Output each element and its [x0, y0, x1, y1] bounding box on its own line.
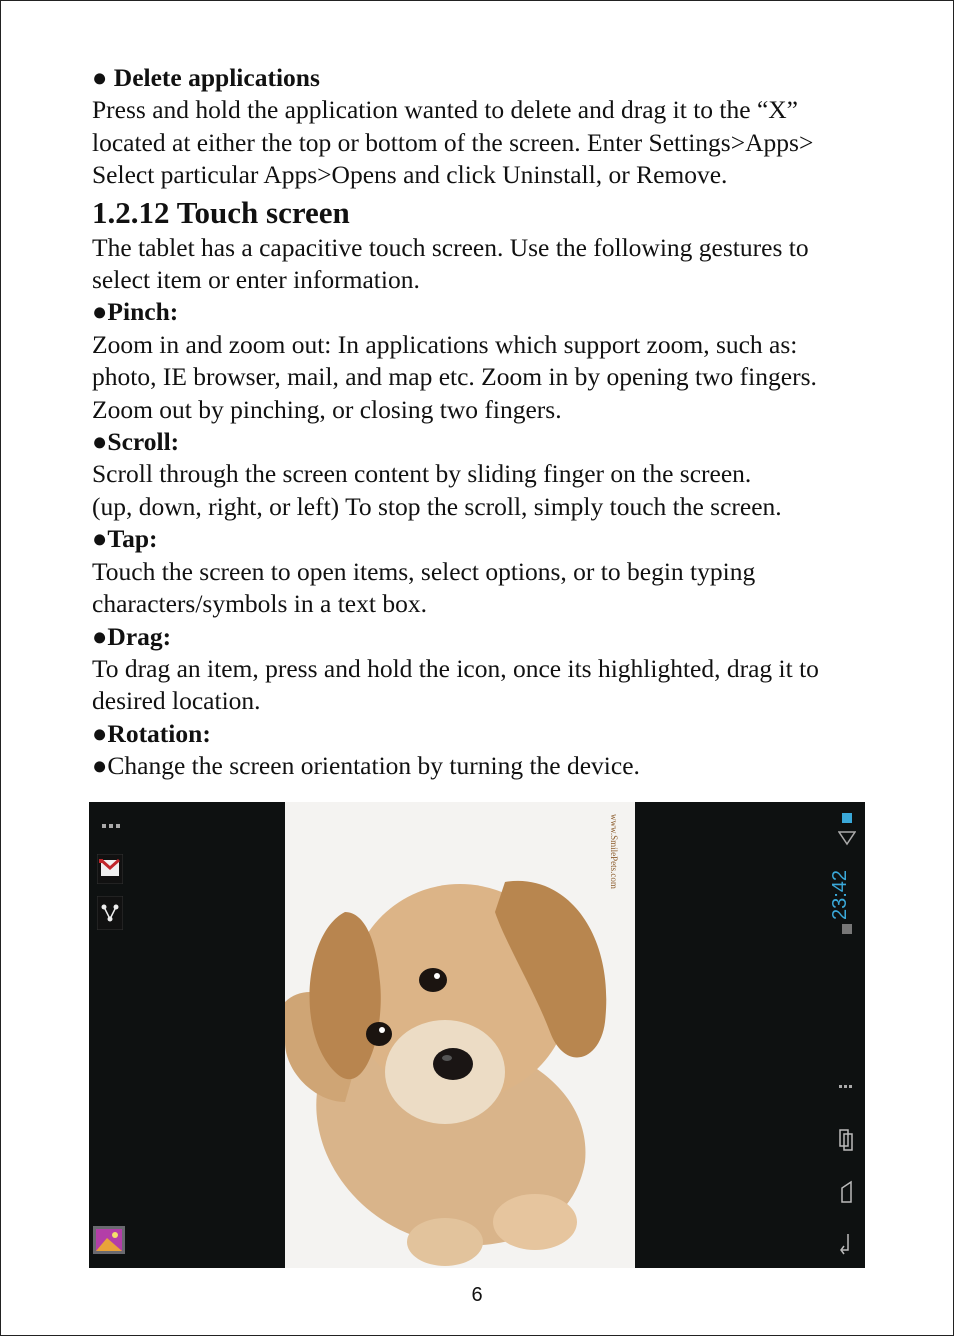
section-title: 1.2.12 Touch screen — [92, 194, 350, 230]
puppy-photo — [285, 802, 635, 1268]
scroll-label: ●Scroll: — [92, 427, 180, 457]
delete-line-1: Press and hold the application wanted to delete and drag it to the “X” — [92, 95, 798, 125]
gallery-icon[interactable] — [93, 1226, 125, 1254]
more-icon[interactable] — [101, 822, 121, 830]
left-panel — [89, 802, 285, 1268]
rotation-line-1: ●Change the screen orientation by turning the device. — [92, 751, 640, 781]
tap-line-1: Touch the screen to open items, select options, or to begin typing — [92, 556, 756, 586]
tap-line-2: characters/symbols in a text box. — [92, 589, 427, 619]
delete-line-2: located at either the top or bottom of the screen. Enter Settings>Apps> — [92, 127, 814, 157]
home-icon[interactable] — [838, 1180, 854, 1204]
pinch-line-1: Zoom in and zoom out: In applications which support zoom, such as: — [92, 329, 798, 359]
delete-heading: ● Delete applications — [92, 63, 320, 92]
photo-watermark: www.SmilePets.com — [609, 814, 619, 889]
gmail-icon[interactable] — [97, 854, 123, 884]
drag-line-1: To drag an item, press and hold the icon, once its highlighted, drag it to — [92, 653, 819, 683]
manual-text — [92, 62, 872, 783]
scroll-line-2: (up, down, right, or left) To stop the scroll, simply touch the screen. — [92, 491, 782, 521]
battery-icon — [840, 812, 854, 824]
rotation-label: ●Rotation: — [92, 718, 211, 748]
status-clock: 23:42 — [829, 869, 851, 920]
tablet-screenshot — [89, 802, 865, 1268]
delete-line-3: Select particular Apps>Opens and click Uninstall, or Remove. — [92, 160, 728, 190]
pinch-label: ●Pinch: — [92, 297, 179, 327]
drag-line-2: desired location. — [92, 686, 261, 716]
overflow-menu-icon[interactable] — [838, 1084, 854, 1090]
tap-label: ●Tap: — [92, 524, 158, 554]
back-icon[interactable] — [838, 1232, 854, 1256]
wifi-icon — [838, 830, 856, 846]
pinch-line-3: Zoom out by pinching, or closing two fingers. — [92, 394, 562, 424]
recent-apps-icon[interactable] — [838, 1128, 854, 1152]
intro-line-2: select item or enter information. — [92, 265, 420, 295]
intro-line-1: The tablet has a capacitive touch screen. Use the following gestures to — [92, 232, 809, 262]
notification-icon — [842, 924, 852, 934]
scroll-line-1: Scroll through the screen content by sliding finger on the screen. — [92, 459, 752, 489]
share-icon[interactable] — [97, 896, 123, 930]
puppy-illustration — [285, 802, 635, 1268]
drag-label: ●Drag: — [92, 621, 172, 651]
pinch-line-2: photo, IE browser, mail, and map etc. Zoom in by opening two fingers. — [92, 362, 817, 392]
page-number: 6 — [471, 1284, 483, 1306]
